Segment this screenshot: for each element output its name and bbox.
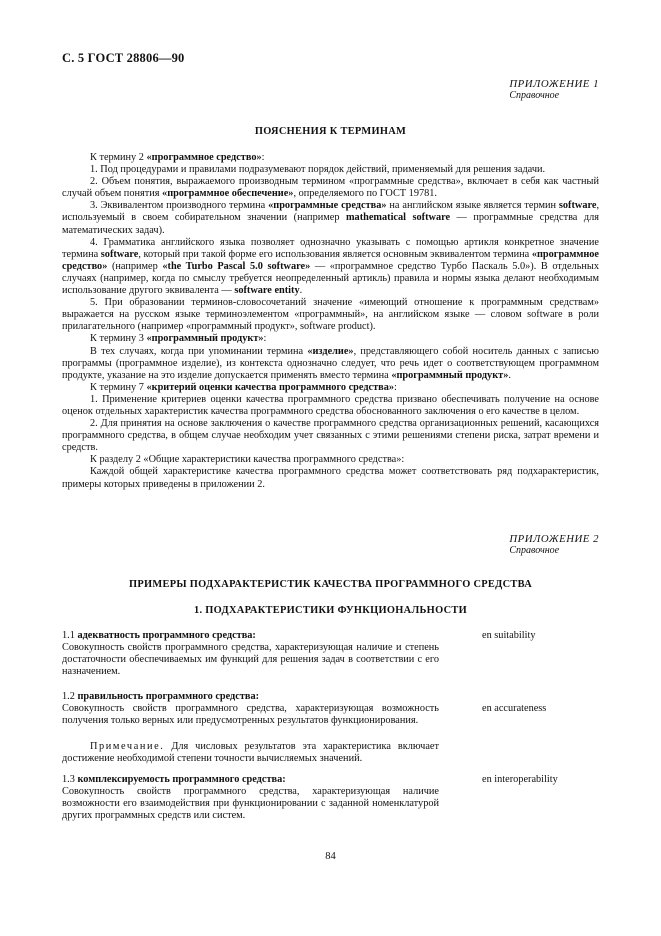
paragraph: В тех случаях, когда при упоминании термина «изделие», представляющего собой носитель данных с записью программы (программное изделие), из контекста однозначно следует, что речь идет о соответствующем программном продукте, указание на это изделие допускается применять вместо термина «программный продукт». xyxy=(62,345,599,381)
section-title-term-notes: ПОЯСНЕНИЯ К ТЕРМИНАМ xyxy=(254,126,407,137)
term-entry-accurateness xyxy=(62,691,599,727)
appendix-1-title: ПРИЛОЖЕНИЕ 1 xyxy=(509,78,599,90)
term-definition-text: Совокупность свойств программного средства, характеризующая возможность получения только верных или предусмотренных результатов функционирования. xyxy=(62,703,439,727)
paragraph: 2. Объем понятия, выражаемого производным термином «программные средства», включает в себя как частный случай объем понятия «программное обеспечение», определяемого по ГОСТ 19781. xyxy=(62,176,599,200)
paragraph: 4. Грамматика английского языка позволяет однозначно указывать с помощью артикля конкретное значение термина software, который при такой форме его использования является основным эквивалентом термина «программное средство» (например «the Turbo Pascal 5.0 software» — «программное средство Турбо Паскаль 5.0»). В отдельных случаях (например, когда по смыслу требуется неопределенный артикль) правила и нормы языка делают необходимым использование другого эквивалента — software entity. xyxy=(62,236,599,297)
appendix-1-subtitle: Справочное xyxy=(509,90,560,102)
term-entry-suitability xyxy=(62,630,599,678)
paragraph: 1. Применение критериев оценки качества программного средства призвано обеспечивать получение на основе оценок отдельных характеристик качества программного средства обоснованного заключения о его качестве в целом. xyxy=(62,393,599,417)
appendix-2-label xyxy=(509,533,599,557)
term-english-equivalent: en accurateness xyxy=(482,703,547,714)
appendix-2-subtitle: Справочное xyxy=(509,545,560,557)
term-entry-interoperability xyxy=(62,774,599,822)
term-heading: 1.3 комплексируемость программного средства: xyxy=(62,774,286,785)
page-number: 84 xyxy=(325,851,336,862)
subsection-title-functionality: 1. ПОДХАРАКТЕРИСТИКИ ФУНКЦИОНАЛЬНОСТИ xyxy=(194,605,467,616)
appendix-2-title: ПРИЛОЖЕНИЕ 2 xyxy=(509,533,599,545)
appendix-1-label xyxy=(509,78,599,102)
paragraph: К термину 3 «программный продукт»: xyxy=(90,333,267,345)
term-definition-text: Совокупность свойств программного средства, характеризующая наличие и степень достаточности обеспечиваемых им функций для решения задач в соответствии с его назначением. xyxy=(62,642,439,678)
section-title-subcharacteristics: ПРИМЕРЫ ПОДХАРАКТЕРИСТИК КАЧЕСТВА ПРОГРАММНОГО СРЕДСТВА xyxy=(128,579,533,590)
term-notes-body xyxy=(62,152,599,491)
paragraph: 3. Эквивалентом производного термина «программные средства» на английском языке является термин software, используемый в своем собирательном значении (например mathematical software — программные средства для математических задач). xyxy=(62,200,600,236)
paragraph: К термину 7 «критерий оценки качества программного средства»: xyxy=(90,381,397,393)
paragraph: К разделу 2 «Общие характеристики качества программного средства»: xyxy=(90,454,405,466)
paragraph: 5. При образовании терминов-словосочетаний значение «имеющий отношение к программным средствам» выражается на русском языке терминоэлементом «программный», на английском языке — словом software в роли прилагательного (например «программный продукт», software product). xyxy=(62,297,599,333)
term-definition xyxy=(62,774,439,822)
paragraph: 1. Под процедурами и правилами подразумевают порядок действий, применяемый для решения задачи. xyxy=(90,164,546,176)
term-definition xyxy=(62,630,439,678)
paragraph: 2. Для принятия на основе заключения о качестве программного средства организационных решений, касающихся программного средства, в общем случае необходим учет связанных с этими решениями степени риска, затрат времени и средств. xyxy=(62,418,599,454)
paragraph: К термину 2 «программное средство»: xyxy=(90,152,265,163)
term-heading: 1.1 адекватность программного средства: xyxy=(62,630,256,641)
term-definition xyxy=(62,691,439,727)
term-note xyxy=(62,741,439,765)
term-definition-text: Совокупность свойств программного средства, характеризующая наличие возможности его взаимодействия при функционировании с заданной номенклатурой других программных средств или систем. xyxy=(62,786,439,822)
note-label: Примечание. xyxy=(90,741,165,752)
term-english-equivalent: en suitability xyxy=(482,630,536,641)
document-header: С. 5 ГОСТ 28806—90 xyxy=(62,51,185,65)
term-heading: 1.2 правильность программного средства: xyxy=(62,691,260,702)
term-english-equivalent: en interoperability xyxy=(482,774,558,785)
paragraph: Каждой общей характеристике качества программного средства может соответствовать ряд подхарактеристик, примеры которых приведены в приложении 2. xyxy=(62,466,599,490)
note-text: Для числовых результатов эта характеристика включает достижение необходимой степени точности вычисляемых значений. xyxy=(62,741,439,765)
